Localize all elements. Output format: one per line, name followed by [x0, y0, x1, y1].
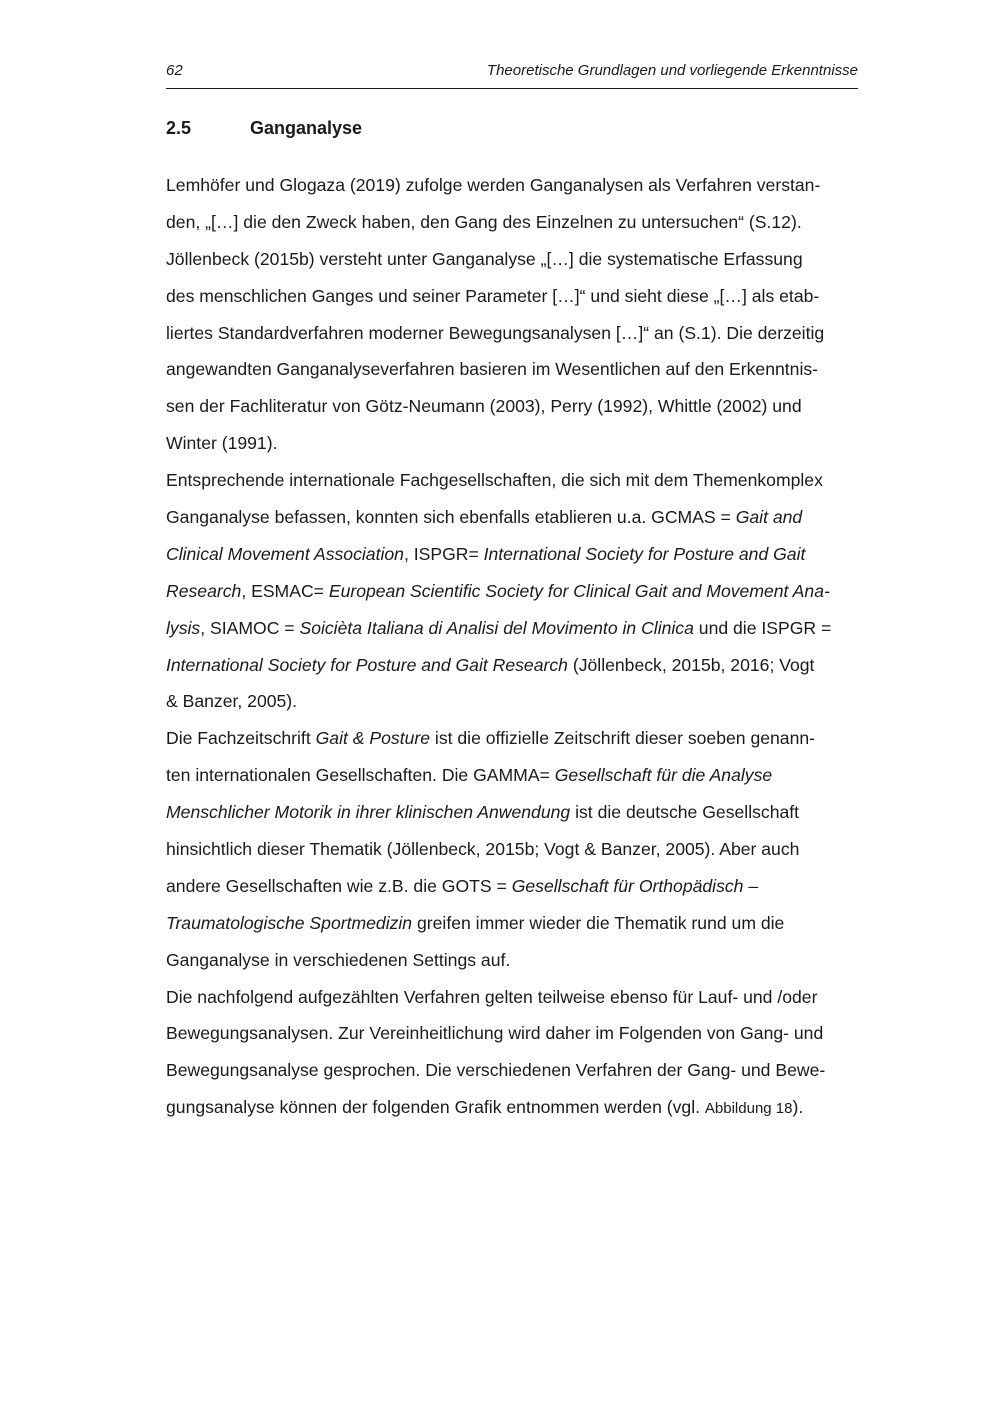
- text-run: , ISPGR=: [403, 543, 484, 564]
- italic-term: Research: [166, 580, 242, 601]
- text-run: , ESMAC=: [241, 580, 329, 601]
- text-run: , SIAMOC =: [200, 617, 300, 638]
- running-title: Theoretische Grundlagen und vorliegende Erkenntnisse: [486, 62, 858, 79]
- text-line: [166, 1052, 858, 1089]
- paragraph: [166, 167, 858, 462]
- paragraph: [166, 979, 858, 1127]
- text-run: ).: [792, 1097, 804, 1118]
- italic-term: Gesellschaft für Orthopädisch –: [511, 875, 759, 896]
- text-line: [166, 241, 858, 278]
- text-line: [166, 315, 858, 352]
- text-run: sen der Fachliteratur von Götz-Neumann (2003), Perry (1992), Whittle (2002) und: [166, 396, 802, 417]
- text-line: [166, 757, 858, 794]
- text-run: gungsanalyse können der folgenden Grafik entnommen werden (vgl.: [166, 1097, 705, 1118]
- italic-term: lysis: [166, 617, 201, 638]
- text-run: ist die deutsche Gesellschaft: [570, 802, 800, 823]
- paragraph: [166, 462, 858, 720]
- italic-term: International Society for Posture and Gait: [483, 543, 806, 564]
- text-run: Ganganalyse in verschiedenen Settings auf.: [166, 949, 511, 970]
- text-run: des menschlichen Ganges und seiner Parameter […]“ und sieht diese „[…] als etab-: [166, 285, 820, 306]
- text-run: hinsichtlich dieser Thematik (Jöllenbeck, 2015b; Vogt & Banzer, 2005). Aber auch: [166, 839, 800, 860]
- italic-term: Gait & Posture: [315, 728, 431, 749]
- text-line: [166, 462, 858, 499]
- text-line: [166, 425, 858, 462]
- text-line: [166, 905, 858, 942]
- italic-term: Traumatologische Sportmedizin: [166, 912, 413, 933]
- text-line: [166, 1089, 858, 1126]
- italic-term: Soicièta Italiana di Analisi del Movimento in Clinica: [299, 617, 694, 638]
- italic-term: International Society for Posture and Gait Research: [166, 654, 568, 675]
- text-run: (Jöllenbeck, 2015b, 2016; Vogt: [567, 654, 815, 675]
- text-line: [166, 942, 858, 979]
- text-line: [166, 831, 858, 868]
- text-run: ist die offizielle Zeitschrift dieser soeben genann-: [430, 728, 816, 749]
- text-run: Winter (1991).: [166, 433, 278, 454]
- text-line: [166, 610, 858, 647]
- section-title: Ganganalyse: [250, 118, 363, 138]
- text-line: [166, 720, 858, 757]
- text-run: angewandten Ganganalyseverfahren basieren im Wesentlichen auf den Erkenntnis-: [166, 359, 819, 380]
- text-line: [166, 979, 858, 1016]
- body-text: [166, 167, 858, 1126]
- text-run: Bewegungsanalyse gesprochen. Die verschiedenen Verfahren der Gang- und Bewe-: [166, 1060, 826, 1081]
- text-line: [166, 794, 858, 831]
- text-line: [166, 278, 858, 315]
- text-run: greifen immer wieder die Thematik rund um die: [412, 912, 785, 933]
- text-line: [166, 683, 858, 720]
- text-run: & Banzer, 2005).: [166, 691, 298, 712]
- italic-term: Gait and: [735, 507, 803, 528]
- italic-term: Menschlicher Motorik in ihrer klinischen Anwendung: [166, 802, 571, 823]
- figure-reference: Abbildung 18: [704, 1100, 793, 1118]
- text-run: und die ISPGR =: [693, 617, 832, 638]
- text-run: Die Fachzeitschrift: [166, 728, 316, 749]
- text-run: ten internationalen Gesellschaften. Die GAMMA=: [166, 765, 555, 786]
- text-run: Entsprechende internationale Fachgesellschaften, die sich mit dem Themenkomplex: [166, 470, 823, 491]
- section-number: 2.5: [166, 118, 192, 138]
- text-run: Die nachfolgend aufgezählten Verfahren gelten teilweise ebenso für Lauf- und /oder: [166, 986, 818, 1007]
- text-line: [166, 868, 858, 905]
- page-number: 62: [166, 62, 183, 79]
- text-run: Lemhöfer und Glogaza (2019) zufolge werden Ganganalysen als Verfahren verstan-: [166, 175, 821, 195]
- text-line: [166, 573, 858, 610]
- text-line: [166, 351, 858, 388]
- italic-term: European Scientific Society for Clinical Gait and Movement Ana-: [328, 580, 830, 601]
- page-header: [166, 58, 858, 89]
- paragraph: [166, 720, 858, 978]
- text-line: [166, 647, 858, 684]
- text-line: [166, 388, 858, 425]
- text-line: [166, 536, 858, 573]
- text-run: Jöllenbeck (2015b) versteht unter Ganganalyse „[…] die systematische Erfassung: [166, 248, 803, 269]
- section-heading: [166, 118, 362, 139]
- text-run: den, „[…] die den Zweck haben, den Gang des Einzelnen zu untersuchen“ (S.12).: [166, 211, 802, 232]
- text-run: liertes Standardverfahren moderner Bewegungsanalysen […]“ an (S.1). Die derzeitig: [166, 322, 825, 343]
- text-line: [166, 1015, 858, 1052]
- text-run: Bewegungsanalysen. Zur Vereinheitlichung wird daher im Folgenden von Gang- und: [166, 1023, 824, 1044]
- italic-term: Clinical Movement Association: [166, 543, 404, 564]
- text-line: [166, 204, 858, 241]
- text-line: [166, 167, 858, 204]
- italic-term: Gesellschaft für die Analyse: [554, 765, 773, 786]
- text-run: andere Gesellschaften wie z.B. die GOTS =: [166, 875, 512, 896]
- text-line: [166, 499, 858, 536]
- text-run: Ganganalyse befassen, konnten sich ebenfalls etablieren u.a. GCMAS =: [166, 507, 736, 528]
